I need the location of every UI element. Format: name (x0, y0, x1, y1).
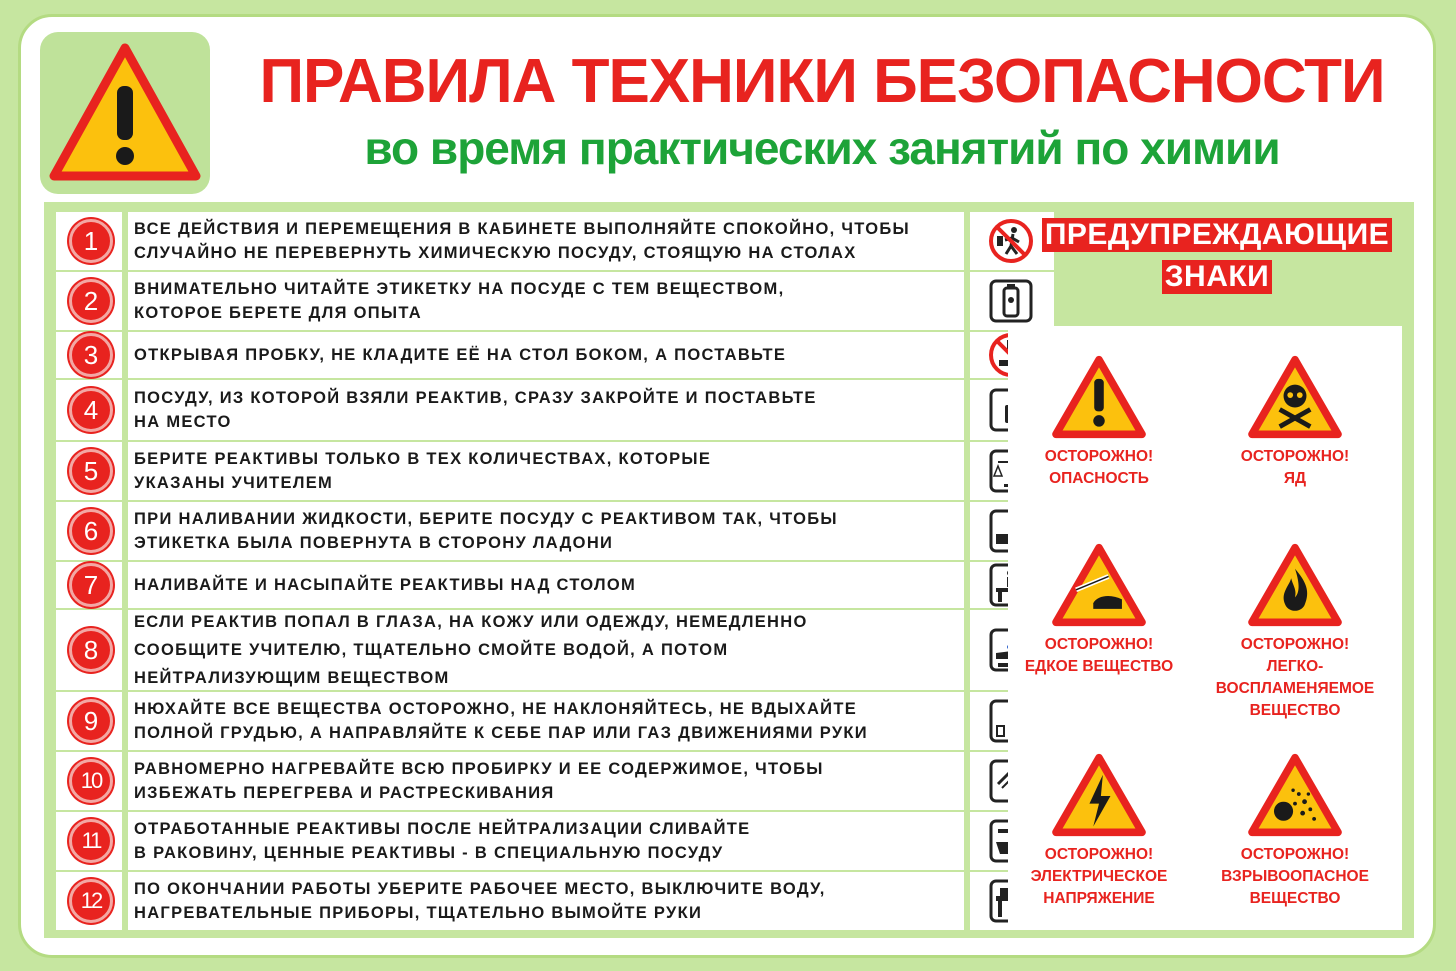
high-voltage-icon (1047, 752, 1151, 838)
rule-text-line: НА МЕСТО (134, 413, 232, 431)
rule-text-line: ПРИ НАЛИВАНИИ ЖИДКОСТИ, БЕРИТЕ ПОСУДУ С РЕАКТИВОМ ТАК, ЧТОБЫ (134, 510, 838, 528)
header-warning-logo (40, 32, 210, 194)
rule-number-cell (56, 442, 122, 500)
warning-sign-label-line: ЭЛЕКТРИЧЕСКОЕ (1030, 868, 1168, 885)
rule-text (128, 442, 964, 500)
rule-number-cell (56, 380, 122, 440)
warning-sign-label-line: ВЕЩЕСТВО (1249, 890, 1341, 907)
rule-number: 1 (69, 219, 113, 263)
rule-number-cell (56, 752, 122, 810)
rule-row (56, 610, 1000, 690)
rule-row (56, 502, 1000, 560)
warning-sign-label-line: ВОСПЛАМЕНЯЕМОЕ (1215, 680, 1375, 697)
explosive-icon (1243, 752, 1347, 838)
rule-number-cell (56, 812, 122, 870)
flammable-icon (1243, 542, 1347, 628)
warning-sign-label-line: ОСТОРОЖНО! (1044, 448, 1154, 465)
warning-sign (1200, 752, 1390, 910)
rule-text-line: НАЛИВАЙТЕ И НАСЫПАЙТЕ РЕАКТИВЫ НАД СТОЛОМ (134, 576, 637, 594)
warning-sign (1004, 542, 1194, 678)
warning-triangle-icon (48, 40, 202, 186)
exclamation-warning-icon (1047, 354, 1151, 440)
rule-number-cell (56, 692, 122, 750)
warning-sign-label-line: ВЗРЫВООПАСНОЕ (1221, 868, 1369, 885)
warning-sign (1200, 542, 1390, 722)
rule-text (128, 692, 964, 750)
rule-text (128, 332, 964, 378)
rule-number: 12 (69, 879, 113, 923)
rule-text-line: ПОЛНОЙ ГРУДЬЮ, А НАПРАВЛЯЙТЕ К СЕБЕ ПАР ИЛИ ГАЗ ДВИЖЕНИЯМИ РУКИ (134, 724, 868, 742)
rule-number-cell (56, 272, 122, 330)
rule-number: 2 (69, 279, 113, 323)
warning-sign-label-line: ОСТОРОЖНО! (1240, 846, 1350, 863)
page-subtitle: во время практических занятий по химии (364, 122, 1280, 174)
rule-number-cell (56, 562, 122, 608)
warning-sign (1004, 354, 1194, 490)
rule-text-line: РАВНОМЕРНО НАГРЕВАЙТЕ ВСЮ ПРОБИРКУ И ЕЕ СОДЕРЖИМОЕ, ЧТОБЫ (134, 760, 824, 778)
warning-sign-label (1004, 844, 1194, 910)
rule-text-line: ОТРАБОТАННЫЕ РЕАКТИВЫ ПОСЛЕ НЕЙТРАЛИЗАЦИИ СЛИВАЙТЕ (134, 820, 751, 838)
warning-sign-label-line: ВЕЩЕСТВО (1249, 702, 1341, 719)
corrosive-icon (1047, 542, 1151, 628)
rule-text (128, 272, 964, 330)
rule-text-line: СООБЩИТЕ УЧИТЕЛЮ, ТЩАТЕЛЬНО СМОЙТЕ ВОДОЙ, А ПОТОМ (134, 641, 729, 659)
signs-title-line1: ПРЕДУПРЕЖДАЮЩИЕ (1042, 218, 1392, 252)
rule-text-line: ИЗБЕЖАТЬ ПЕРЕГРЕВА И РАСТРЕСКИВАНИЯ (134, 784, 555, 802)
rule-number-cell (56, 332, 122, 378)
rule-text (128, 812, 964, 870)
warning-sign-label-line: ОСТОРОЖНО! (1240, 448, 1350, 465)
rule-row (56, 272, 1000, 330)
rule-text-line: НЮХАЙТЕ ВСЕ ВЕЩЕСТВА ОСТОРОЖНО, НЕ НАКЛОНЯЙТЕСЬ, НЕ ВДЫХАЙТЕ (134, 700, 857, 718)
rule-row (56, 692, 1000, 750)
rule-number: 4 (69, 388, 113, 432)
rule-row (56, 380, 1000, 440)
rule-text-line: СЛУЧАЙНО НЕ ПЕРЕВЕРНУТЬ ХИМИЧЕСКУЮ ПОСУДУ, СТОЯЩУЮ НА СТОЛАХ (134, 244, 857, 262)
rule-number: 10 (69, 759, 113, 803)
warning-sign-label (1004, 634, 1194, 678)
page-title: ПРАВИЛА ТЕХНИКИ БЕЗОПАСНОСТИ (259, 47, 1385, 116)
rule-row (56, 212, 1000, 270)
poison-skull-icon (1243, 354, 1347, 440)
rule-text (128, 610, 964, 690)
rule-number: 11 (69, 819, 113, 863)
rule-text-line: УКАЗАНЫ УЧИТЕЛЕМ (134, 474, 334, 492)
warning-sign-label-line: ОСТОРОЖНО! (1240, 636, 1350, 653)
rule-text-line: В РАКОВИНУ, ЦЕННЫЕ РЕАКТИВЫ - В СПЕЦИАЛЬНУЮ ПОСУДУ (134, 844, 724, 862)
rule-text (128, 562, 964, 608)
rule-text-line: ПОСУДУ, ИЗ КОТОРОЙ ВЗЯЛИ РЕАКТИВ, СРАЗУ ЗАКРОЙТЕ И ПОСТАВЬТЕ (134, 389, 817, 407)
rule-number: 5 (69, 449, 113, 493)
warning-sign-label (1200, 844, 1390, 910)
warning-sign-label (1004, 446, 1194, 490)
rule-number-cell (56, 610, 122, 690)
rule-number-cell (56, 872, 122, 930)
rule-text-line: БЕРИТЕ РЕАКТИВЫ ТОЛЬКО В ТЕХ КОЛИЧЕСТВАХ, КОТОРЫЕ (134, 450, 712, 468)
rule-text-line: ОТКРЫВАЯ ПРОБКУ, НЕ КЛАДИТЕ ЕЁ НА СТОЛ БОКОМ, А ПОСТАВЬТЕ (134, 346, 787, 364)
rule-text-line: ВСЕ ДЕЙСТВИЯ И ПЕРЕМЕЩЕНИЯ В КАБИНЕТЕ ВЫПОЛНЯЙТЕ СПОКОЙНО, ЧТОБЫ (134, 220, 910, 238)
warning-sign-label-line: НАПРЯЖЕНИЕ (1043, 890, 1155, 907)
rule-text-line: КОТОРОЕ БЕРЕТЕ ДЛЯ ОПЫТА (134, 304, 422, 322)
rule-text-line: НАГРЕВАТЕЛЬНЫЕ ПРИБОРЫ, ТЩАТЕЛЬНО ВЫМОЙТЕ РУКИ (134, 904, 703, 922)
warning-sign-label-line: ЕДКОЕ ВЕЩЕСТВО (1024, 658, 1174, 675)
warning-sign-label (1200, 446, 1390, 490)
rule-text-line: ПО ОКОНЧАНИИ РАБОТЫ УБЕРИТЕ РАБОЧЕЕ МЕСТО, ВЫКЛЮЧИТЕ ВОДУ, (134, 880, 826, 898)
rule-row (56, 812, 1000, 870)
rule-row (56, 562, 1000, 608)
warning-sign (1004, 752, 1194, 910)
rule-number: 6 (69, 509, 113, 553)
warning-sign-label-line: ЛЕГКО- (1266, 658, 1324, 675)
rule-number-cell (56, 502, 122, 560)
warning-sign-label-line: ЯД (1283, 470, 1307, 487)
rule-number: 7 (69, 563, 113, 607)
rule-number: 8 (69, 628, 113, 672)
rule-text-line: ЭТИКЕТКА БЫЛА ПОВЕРНУТА В СТОРОНУ ЛАДОНИ (134, 534, 614, 552)
warning-sign-label-line: ОСТОРОЖНО! (1044, 846, 1154, 863)
rule-text (128, 752, 964, 810)
rule-row (56, 752, 1000, 810)
rule-row (56, 872, 1000, 930)
rule-text (128, 212, 964, 270)
rule-text (128, 872, 964, 930)
rule-text-line: ЕСЛИ РЕАКТИВ ПОПАЛ В ГЛАЗА, НА КОЖУ ИЛИ ОДЕЖДУ, НЕМЕДЛЕННО (134, 613, 808, 631)
warning-sign-label-line: ОСТОРОЖНО! (1044, 636, 1154, 653)
rule-text (128, 380, 964, 440)
signs-title (1008, 218, 1426, 294)
rule-row (56, 442, 1000, 500)
signs-title-line2: ЗНАКИ (1162, 260, 1273, 294)
rule-number: 3 (69, 333, 113, 377)
warning-sign-label (1200, 634, 1390, 722)
rule-text-line: ВНИМАТЕЛЬНО ЧИТАЙТЕ ЭТИКЕТКУ НА ПОСУДЕ С ТЕМ ВЕЩЕСТВОМ, (134, 280, 785, 298)
warning-sign-label-line: ОПАСНОСТЬ (1049, 470, 1149, 487)
rule-row (56, 332, 1000, 378)
rule-number-cell (56, 212, 122, 270)
warning-sign (1200, 354, 1390, 490)
rule-number: 9 (69, 699, 113, 743)
rule-text (128, 502, 964, 560)
rule-text-line: НЕЙТРАЛИЗУЮЩИМ ВЕЩЕСТВОМ (134, 669, 450, 687)
